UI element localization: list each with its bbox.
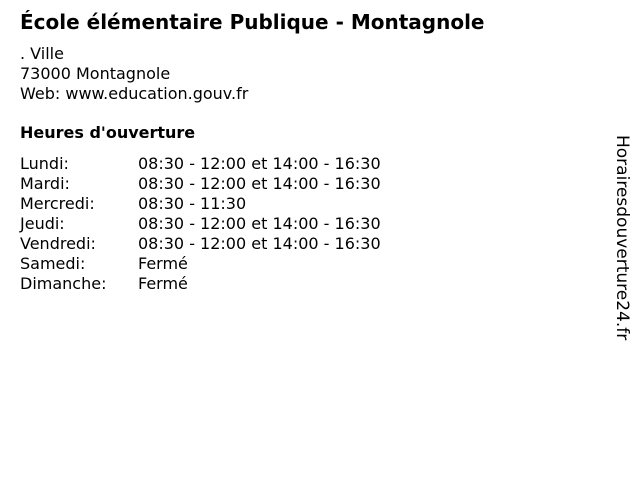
day-label: Lundi:	[20, 154, 69, 173]
hours-row-sunday	[20, 274, 440, 294]
day-hours: Fermé	[138, 274, 188, 293]
day-label: Jeudi:	[20, 214, 65, 233]
day-hours: 08:30 - 12:00 et 14:00 - 16:30	[138, 154, 381, 173]
address-line-street: . Ville	[20, 44, 64, 63]
hours-row-saturday	[20, 254, 440, 274]
address-block	[20, 44, 248, 104]
day-hours: 08:30 - 12:00 et 14:00 - 16:30	[138, 174, 381, 193]
day-label: Samedi:	[20, 254, 86, 273]
day-hours: 08:30 - 11:30	[138, 194, 247, 213]
day-label: Dimanche:	[20, 274, 107, 293]
day-hours: Fermé	[138, 254, 188, 273]
opening-hours-list	[20, 154, 440, 294]
day-label: Mardi:	[20, 174, 70, 193]
hours-row-friday	[20, 234, 440, 254]
day-hours: 08:30 - 12:00 et 14:00 - 16:30	[138, 214, 381, 233]
day-hours: 08:30 - 12:00 et 14:00 - 16:30	[138, 234, 381, 253]
hours-row-thursday	[20, 214, 440, 234]
day-label: Mercredi:	[20, 194, 95, 213]
hours-row-wednesday	[20, 194, 440, 214]
hours-row-monday	[20, 154, 440, 174]
hours-heading: Heures d'ouverture	[20, 123, 196, 142]
day-label: Vendredi:	[20, 234, 96, 253]
page-title: École élémentaire Publique - Montagnole	[20, 10, 485, 34]
hours-row-tuesday	[20, 174, 440, 194]
site-watermark: Horairesdouverture24.fr	[612, 135, 632, 341]
address-line-city: 73000 Montagnole	[20, 64, 171, 83]
website-line: Web: www.education.gouv.fr	[20, 84, 249, 103]
